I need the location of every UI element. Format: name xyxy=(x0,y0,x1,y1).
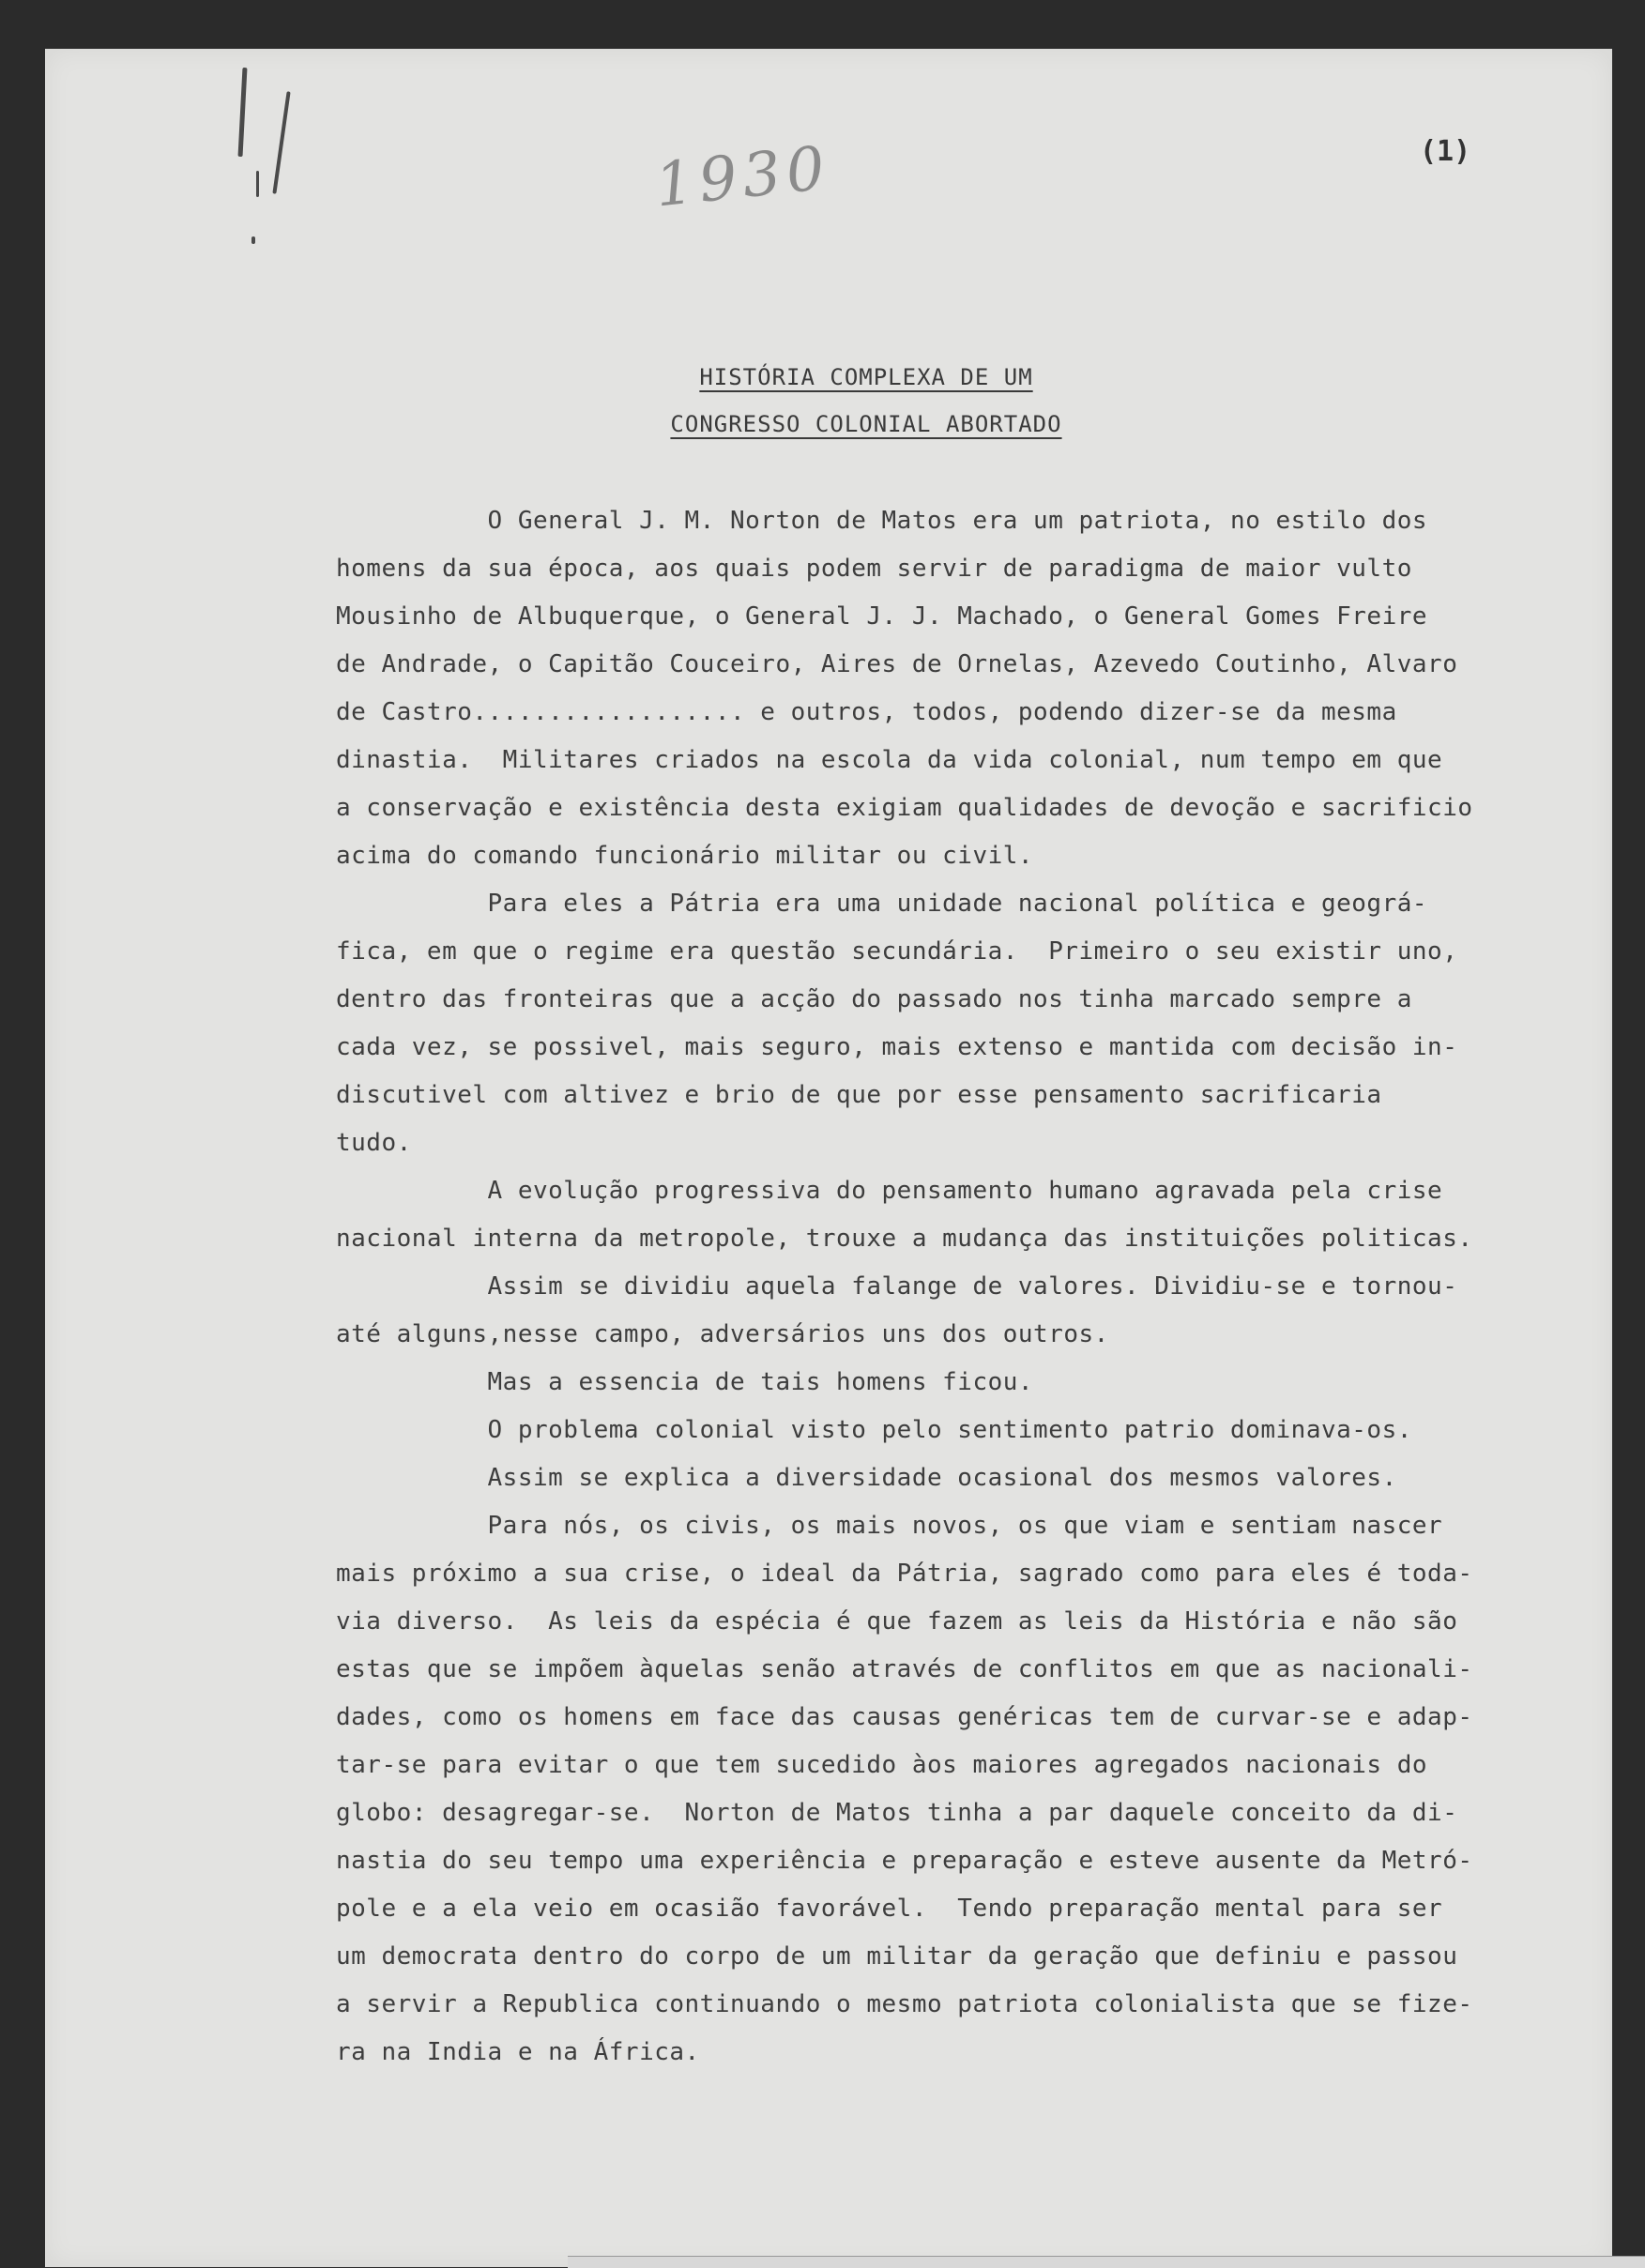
body-line: de Castro.................. e outros, todos, podendo dizer-se da mesma xyxy=(336,698,1397,726)
body-line: um democrata dentro do corpo de um militar da geração que definiu e passou xyxy=(336,1942,1458,1971)
body-line: dentro das fronteiras que a acção do passado nos tinha marcado sempre a xyxy=(336,985,1412,1013)
body-line: Para nós, os civis, os mais novos, os que viam e sentiam nascer xyxy=(336,1512,1443,1540)
pen-mark xyxy=(272,91,290,193)
body-line: Mas a essencia de tais homens ficou. xyxy=(336,1368,1034,1396)
body-line: dinastia. Militares criados na escola da vida colonial, num tempo em que xyxy=(336,746,1443,774)
body-line: a conservação e existência desta exigiam qualidades de devoção e sacrificio xyxy=(336,794,1473,822)
body-line: estas que se impõem àquelas senão através de conflitos em que as nacionali- xyxy=(336,1655,1473,1683)
handwritten-year: 1930 xyxy=(651,133,834,221)
body-line: O General J. M. Norton de Matos era um patriota, no estilo dos xyxy=(336,507,1428,535)
title-line-1: HISTÓRIA COMPLEXA DE UM xyxy=(699,364,1033,390)
page-number: (1) xyxy=(1420,135,1471,168)
body-line: nacional interna da metropole, trouxe a mudança das instituições politicas. xyxy=(336,1225,1473,1253)
body-line: Assim se dividiu aquela falange de valores. Dividiu-se e tornou- xyxy=(336,1272,1458,1301)
title-line-2: CONGRESSO COLONIAL ABORTADO xyxy=(670,411,1062,437)
body-line: A evolução progressiva do pensamento humano agravada pela crise xyxy=(336,1177,1443,1205)
body-line: Para eles a Pátria era uma unidade nacional política e geográ- xyxy=(336,890,1428,918)
scan-color-strip xyxy=(568,2256,1645,2268)
body-line: nastia do seu tempo uma experiência e preparação e esteve ausente da Metró- xyxy=(336,1847,1473,1875)
body-line: até alguns,nesse campo, adversários uns dos outros. xyxy=(336,1320,1109,1348)
pen-mark xyxy=(256,171,259,197)
body-line: discutivel com altivez e brio de que por esse pensamento sacrificaria xyxy=(336,1081,1382,1109)
body-line: globo: desagregar-se. Norton de Matos tinha a par daquele conceito da di- xyxy=(336,1799,1458,1827)
body-line: a servir a Republica continuando o mesmo patriota colonialista que se fize- xyxy=(336,1990,1473,2018)
body-line: fica, em que o regime era questão secundária. Primeiro o seu existir uno, xyxy=(336,937,1458,966)
body-line: O problema colonial visto pelo sentimento patrio dominava-os. xyxy=(336,1416,1412,1444)
pen-mark xyxy=(238,68,248,157)
pen-mark xyxy=(251,236,255,244)
body-line: ra na India e na África. xyxy=(336,2038,700,2066)
body-line: acima do comando funcionário militar ou civil. xyxy=(336,842,1034,870)
body-line: de Andrade, o Capitão Couceiro, Aires de Ornelas, Azevedo Coutinho, Alvaro xyxy=(336,650,1458,678)
body-line: mais próximo a sua crise, o ideal da Pátria, sagrado como para eles é toda- xyxy=(336,1560,1473,1588)
body-line: homens da sua época, aos quais podem servir de paradigma de maior vulto xyxy=(336,555,1412,583)
body-line: dades, como os homens em face das causas genéricas tem de curvar-se e adap- xyxy=(336,1703,1473,1731)
body-line: Mousinho de Albuquerque, o General J. J. Machado, o General Gomes Freire xyxy=(336,602,1428,631)
body-line: tudo. xyxy=(336,1129,412,1157)
body-line: via diverso. As leis da espécia é que fazem as leis da História e não são xyxy=(336,1607,1458,1636)
body-line: pole e a ela veio em ocasião favorável. Tendo preparação mental para ser xyxy=(336,1895,1443,1923)
body-line: tar-se para evitar o que tem sucedido àos maiores agregados nacionais do xyxy=(336,1751,1428,1779)
document-page xyxy=(45,49,1612,2267)
body-line: cada vez, se possivel, mais seguro, mais extenso e mantida com decisão in- xyxy=(336,1033,1458,1061)
body-line: Assim se explica a diversidade ocasional dos mesmos valores. xyxy=(336,1464,1397,1492)
